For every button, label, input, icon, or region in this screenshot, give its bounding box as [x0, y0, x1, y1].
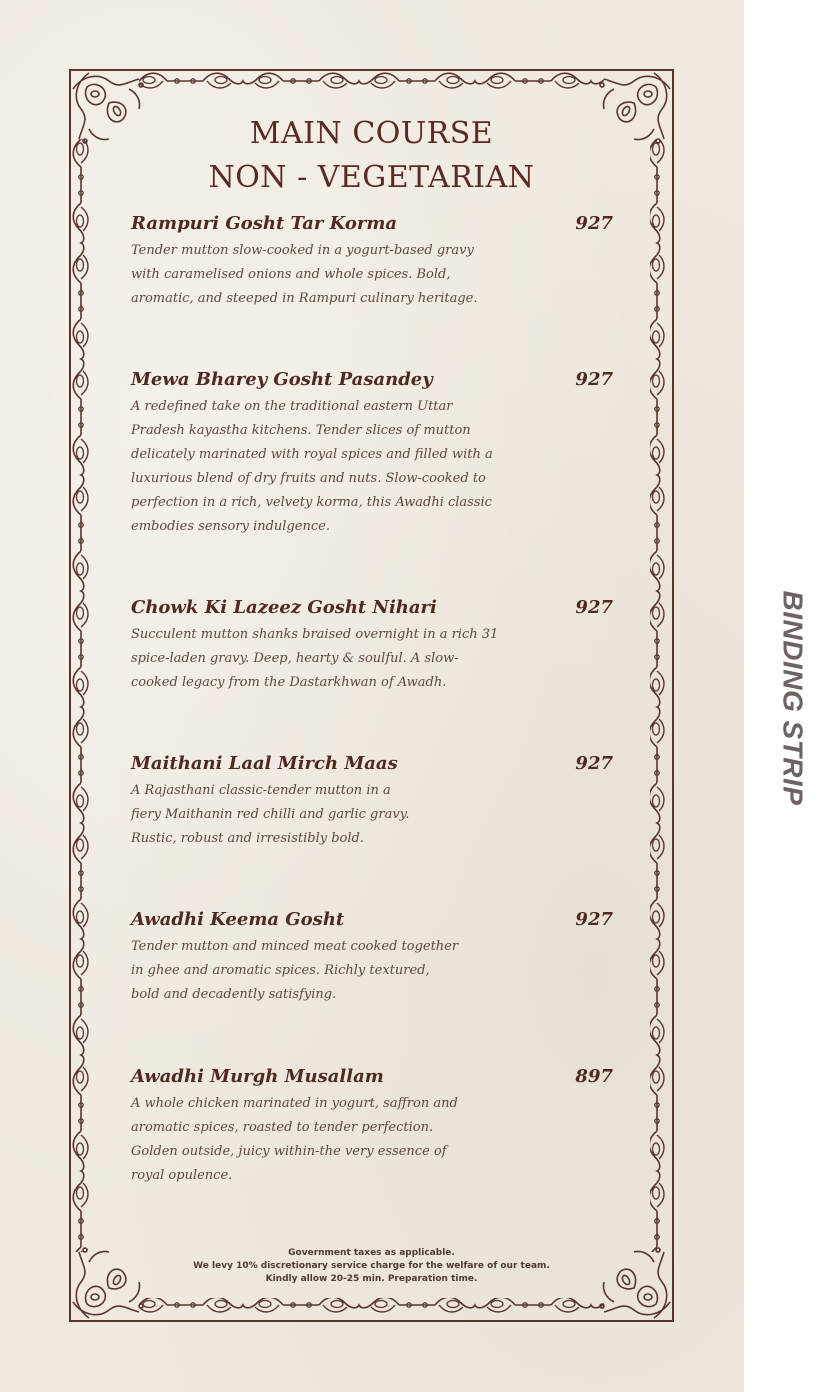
footer-notes	[69, 1247, 674, 1286]
item-description: Tender mutton and minced meat cooked together in ghee and aromatic spices. Richly textured, bold and decadently satisfying.	[131, 939, 459, 1002]
item-name: Mewa Bharey Gosht Pasandey	[131, 369, 433, 390]
menu-item	[131, 751, 613, 851]
item-price: 927	[575, 753, 613, 774]
binding-strip-label: BINDING STRIP	[777, 590, 808, 806]
footer-service-charge: We levy 10% discretionary service charge for the welfare of our team.	[193, 1261, 550, 1271]
item-description: A whole chicken marinated in yogurt, saffron and aromatic spices, roasted to tender perfection. Golden outside, juicy within-the very essence of royal opulence.	[131, 1096, 458, 1183]
item-price: 897	[575, 1066, 613, 1087]
item-name: Awadhi Murgh Musallam	[131, 1066, 384, 1087]
item-name: Chowk Ki Lazeez Gosht Nihari	[131, 597, 437, 618]
menu-item	[131, 595, 613, 695]
item-description: A redefined take on the traditional eastern Uttar Pradesh kayastha kitchens. Tender slices of mutton delicately marinated with royal spices and filled with a luxurious blend of dry fruits and nuts. Slow-cooked to perfection in a rich, velvety korma, this Awadhi classic embodies sensory indulgence.	[131, 399, 493, 534]
footer-preparation-time: Kindly allow 20-25 min. Preparation time.	[265, 1274, 478, 1284]
title-main-course: MAIN COURSE	[249, 116, 494, 151]
item-description: Tender mutton slow-cooked in a yogurt-based gravy with caramelised onions and whole spices. Bold, aromatic, and steeped in Rampuri culinary heritage.	[131, 243, 478, 306]
footer-taxes: Government taxes as applicable.	[288, 1248, 455, 1258]
item-price: 927	[575, 369, 613, 390]
item-name: Awadhi Keema Gosht	[131, 909, 345, 930]
item-name: Rampuri Gosht Tar Korma	[131, 213, 398, 234]
page-title	[69, 112, 674, 200]
item-price: 927	[575, 597, 613, 618]
binding-strip	[752, 578, 832, 818]
menu-item	[131, 367, 613, 539]
item-price: 927	[575, 213, 613, 234]
title-non-vegetarian: NON - VEGETARIAN	[208, 160, 535, 195]
menu-item	[131, 1064, 613, 1188]
item-description: Succulent mutton shanks braised overnight in a rich 31 spice-laden gravy. Deep, hearty & soulful. A slow-cooked legacy from the Dastarkhwan of Awadh.	[131, 627, 499, 690]
item-description: A Rajasthani classic-tender mutton in a fiery Maithanin red chilli and garlic gravy. Rustic, robust and irresistibly bold.	[131, 783, 410, 846]
menu-item	[131, 907, 613, 1007]
item-name: Maithani Laal Mirch Maas	[131, 753, 398, 774]
item-price: 927	[575, 909, 613, 930]
menu-item	[131, 211, 613, 311]
